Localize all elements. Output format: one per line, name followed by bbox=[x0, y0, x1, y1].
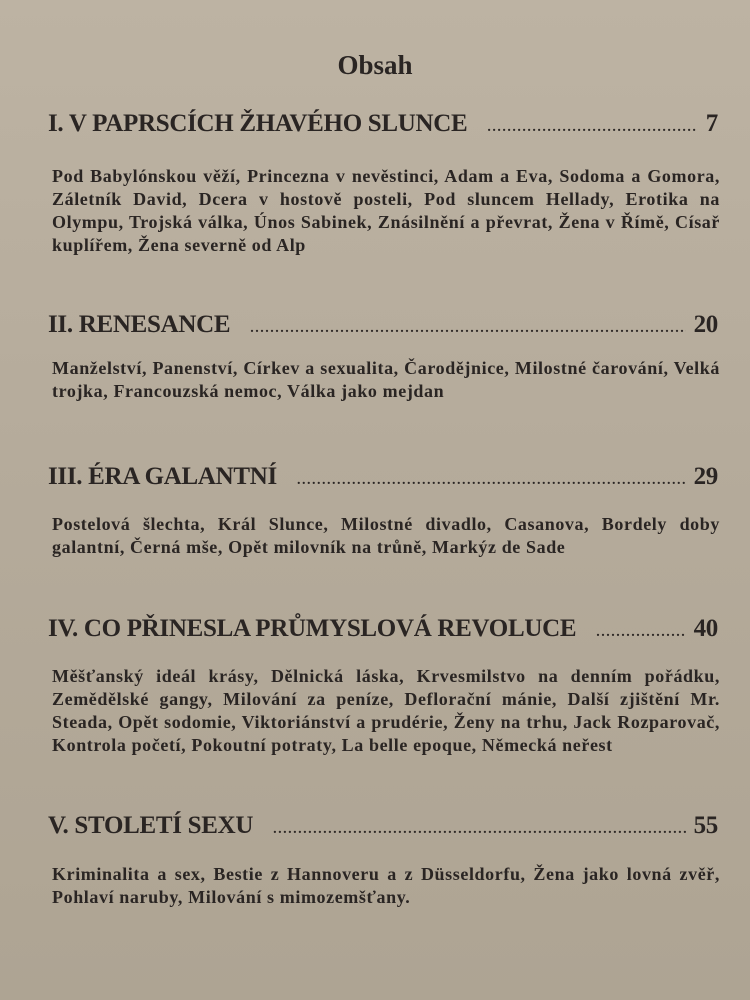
chapter-heading-4 bbox=[48, 615, 718, 651]
chapter-page-number: 40 bbox=[693, 615, 718, 642]
dot-leader bbox=[273, 822, 685, 838]
chapter-page-number: 29 bbox=[693, 463, 718, 490]
chapter-heading-3 bbox=[48, 463, 718, 499]
dot-leader bbox=[250, 321, 685, 337]
chapter-page-number: 7 bbox=[705, 110, 718, 137]
chapter-heading-2 bbox=[48, 311, 718, 347]
chapter-title: I. V PAPRSCÍCH ŽHAVÉHO SLUNCE bbox=[48, 110, 468, 137]
chapter-description-3: Postelová šlechta, Král Slunce, Milostné divadlo, Casanova, Bordely doby galantní, Černá mše, Opět milovník na trůně, Markýz de Sade bbox=[52, 514, 720, 557]
dot-leader bbox=[297, 473, 686, 489]
chapter-page-number: 55 bbox=[693, 812, 718, 839]
chapter-title: II. RENESANCE bbox=[48, 311, 231, 338]
chapter-heading-1 bbox=[48, 110, 718, 146]
chapter-page-number: 20 bbox=[693, 311, 718, 338]
chapter-description-5: Kriminalita a sex, Bestie z Hannoveru a z Düsseldorfu, Žena jako lovná zvěř, Pohlaví naruby, Milování s mimozemšťany. bbox=[52, 864, 720, 907]
page-title: Obsah bbox=[337, 50, 413, 80]
dot-leader bbox=[487, 120, 697, 136]
chapter-description-1: Pod Babylónskou věží, Princezna v nevěstinci, Adam a Eva, Sodoma a Gomora, Záletník David, Dcera v hostově posteli, Pod sluncem Hellady, Erotika na Olympu, Trojská válka, Únos Sabinek, Znásilnění a převrat, Žena v Římě, Císař kuplířem, Žena severně od Alp bbox=[52, 166, 720, 255]
chapter-description-4: Měšťanský ideál krásy, Dělnická láska, Krvesmilstvo na denním pořádku, Zemědělské gangy, Milování za peníze, Deflorační mánie, Další zjištění Mr. Steada, Opět sodomie, Viktoriánství a prudérie, Ženy na trhu, Jack Rozparovač, Kontrola početí, Pokoutní potraty, La belle epoque, Německá neřest bbox=[52, 666, 720, 755]
dot-leader bbox=[596, 625, 685, 641]
chapter-title: V. STOLETÍ SEXU bbox=[48, 812, 254, 839]
chapter-description-2: Manželství, Panenství, Církev a sexualita, Čarodějnice, Milostné čarování, Velká trojka, Francouzská nemoc, Válka jako mejdan bbox=[52, 358, 720, 401]
chapter-title: III. ÉRA GALANTNÍ bbox=[48, 463, 277, 490]
chapter-heading-5 bbox=[48, 812, 718, 848]
chapter-title: IV. CO PŘINESLA PRŮMYSLOVÁ REVOLUCE bbox=[48, 615, 577, 642]
